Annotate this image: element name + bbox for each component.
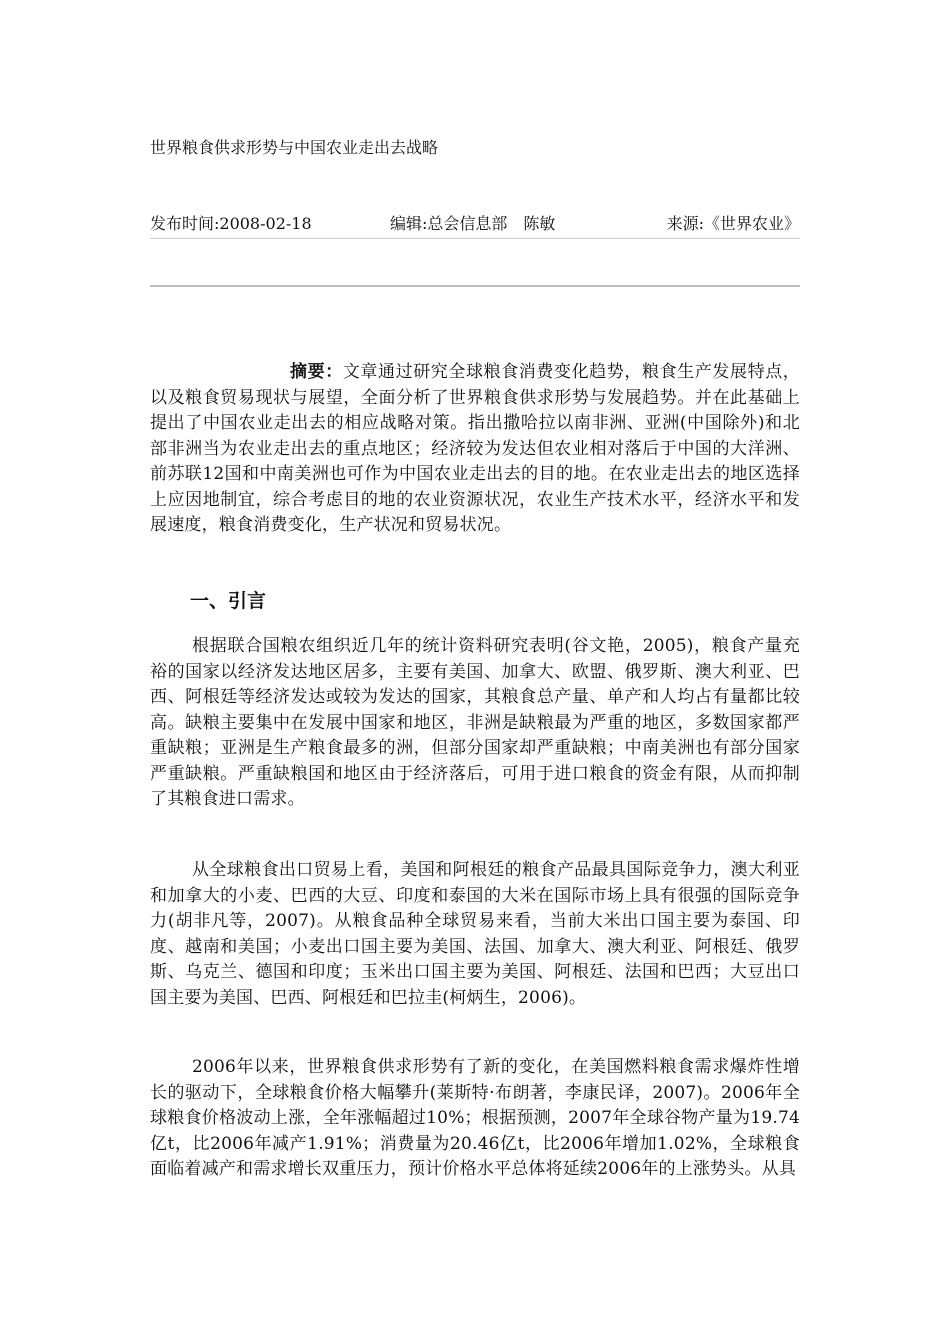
section-heading: 一、引言 xyxy=(190,590,267,612)
paragraph: 2006年以来，世界粮食供求形势有了新的变化，在美国燃料粮食需求爆炸性增长的驱动下，全球粮食价格大幅攀升(莱斯特·布朗著，李康民译，2007)。2006年全球粮食价格波动上涨，全年涨幅超过10%；根据预测，2007年全球谷物产量为19.74亿t，比2006年减产1.91%；消费量为20.46亿t，比2006年增加1.02%，全球粮食面临着减产和需求增长双重压力，预计价格水平总体将延续2006年的上涨势头。从具 xyxy=(150,1057,800,1179)
abstract-text: 文章通过研究全球粮食消费变化趋势，粮食生产发展特点，以及粮食贸易现状与展望，全面分析了世界粮食供求形势与发展趋势。并在此基础上提出了中国农业走出去的相应战略对策。指出撒哈拉以南非洲、亚洲(中国除外)和北部非洲当为农业走出去的重点地区；经济较为发达但农业相对落后于中国的大洋洲、前苏联12国和中南美洲也可作为中国农业走出去的目的地。在农业走出去的地区选择上应因地制宜，综合考虑目的地的农业资源状况，农业生产技术水平，经济水平和发展速度，粮食消费变化，生产状况和贸易状况。 xyxy=(150,362,801,535)
source-info: 来源:《世界农业》 xyxy=(666,214,800,233)
paragraph: 根据联合国粮农组织近几年的统计资料研究表明(谷文艳，2005)，粮食产量充裕的国家以经济发达地区居多，主要有美国、加拿大、欧盟、俄罗斯、澳大利亚、巴西、阿根廷等经济发达或较为发达的国家，其粮食总产量、单产和人均占有量都比较高。缺粮主要集中在发展中国家和地区，非洲是缺粮最为严重的地区，多数国家都严重缺粮；亚洲是生产粮食最多的洲，但部分国家却严重缺粮；中南美洲也有部分国家严重缺粮。严重缺粮国和地区由于经济落后，可用于进口粮食的资金有限，从而抑制了其粮食进口需求。 xyxy=(150,636,800,809)
publish-date: 发布时间:2008-02-18 xyxy=(150,214,312,233)
paragraph: 从全球粮食出口贸易上看，美国和阿根廷的粮食产品最具国际竞争力，澳大利亚和加拿大的小麦、巴西的大豆、印度和泰国的大米在国际市场上具有很强的国际竞争力(胡非凡等，2007)。从粮食品种全球贸易来看，当前大米出口国主要为泰国、印度、越南和美国；小麦出口国主要为美国、法国、加拿大、澳大利亚、阿根廷、俄罗斯、乌克兰、德国和印度；玉米出口国主要为美国、阿根廷、法国和巴西；大豆出口国主要为美国、巴西、阿根廷和巴拉圭(柯炳生，2006)。 xyxy=(150,860,800,1008)
article-meta xyxy=(150,213,800,239)
editor-info: 编辑:总会信息部 陈敏 xyxy=(390,214,556,233)
abstract xyxy=(150,360,800,539)
meta-divider xyxy=(150,238,800,239)
abstract-label: 摘要： xyxy=(290,362,343,382)
article-title: 世界粮食供求形势与中国农业走出去战略 xyxy=(150,138,439,157)
header-divider xyxy=(150,285,800,287)
